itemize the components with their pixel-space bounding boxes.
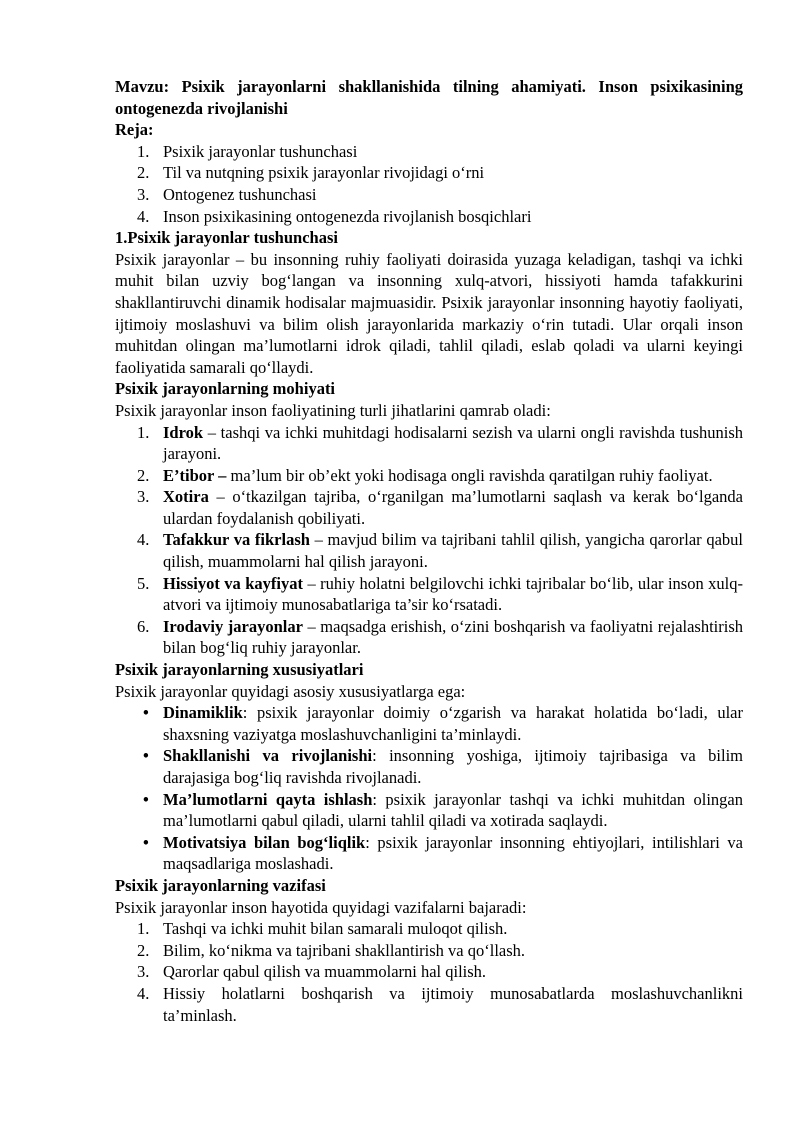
- essence-item: [115, 486, 743, 529]
- essence-intro: Psixik jarayonlar inson faoliyatining turli jihatlarini qamrab oladi:: [115, 400, 551, 420]
- functions-intro: Psixik jarayonlar inson hayotida quyidagi vazifalarni bajaradi:: [115, 897, 527, 917]
- separator: –: [208, 487, 233, 507]
- features-term: Ma’lumotlarni qayta ishlash: [163, 789, 373, 809]
- list-number: 4.: [137, 206, 150, 226]
- functions-list: [115, 918, 743, 1026]
- features-heading: Psixik jarayonlarning xususiyatlari: [115, 660, 364, 680]
- section1-paragraph: Psixik jarayonlar – bu insonning ruhiy faoliyati doirasida yuzaga keladigan, tashqi va ichki muhit bilan uzviy bog‘langan va insonning xulq-atvori, hissiyoti hamda tafakkurini shakllantiruvchi dinamik hodisalar majmuasidir. Psixik jarayonlar insonning hayotiy faoliyati, ijtimoiy moslashuvi va bilim olish jarayonlarida markaziy o‘rin tutadi. Ular orqali inson muhitdan olingan ma’lumotlarni idrok qiladi, tahlil qiladi, eslab qoladi va ularni keyingi faoliyatida samarali qo‘llaydi.: [115, 249, 743, 377]
- features-item: [115, 702, 743, 745]
- list-number: 2.: [137, 163, 150, 183]
- essence-term: E’tibor: [163, 465, 215, 485]
- essence-term: Xotira: [163, 487, 209, 507]
- features-item: [115, 832, 743, 875]
- features-item: [115, 745, 743, 788]
- bullet-icon: •: [143, 703, 149, 723]
- document-page: [115, 76, 743, 1026]
- features-list: [115, 702, 743, 875]
- document-title: Mavzu: Psixik jarayonlarni shakllanishida tilning ahamiyati. Inson psixikasining ontogenezda rivojlanishi: [115, 77, 743, 118]
- essence-item: [115, 573, 743, 616]
- list-number: 6.: [137, 616, 150, 636]
- essence-text: tashqi va ichki muhitdagi hodisalarni sezish va ularni ongli ravishda tushunish jarayoni.: [163, 422, 743, 464]
- separator: :: [372, 789, 386, 809]
- functions-text: Bilim, ko‘nikma va tajribani shakllantirish va qo‘llash.: [163, 940, 526, 960]
- separator: –: [303, 573, 321, 593]
- section1-heading: 1.Psixik jarayonlar tushunchasi: [115, 228, 338, 248]
- list-number: 1.: [137, 141, 150, 161]
- bullet-icon: •: [143, 789, 149, 809]
- bullet-icon: •: [143, 832, 149, 852]
- list-number: 2.: [137, 940, 150, 960]
- essence-heading: Psixik jarayonlarning mohiyati: [115, 379, 336, 399]
- plan-item-text: Inson psixikasining ontogenezda rivojlanish bosqichlari: [163, 206, 532, 226]
- separator: :: [365, 832, 378, 852]
- essence-item: [115, 422, 743, 465]
- plan-heading: Reja:: [115, 120, 154, 140]
- separator: –: [214, 465, 231, 485]
- list-number: 1.: [137, 422, 150, 442]
- essence-term: Tafakkur va fikrlash: [163, 530, 310, 550]
- functions-item: [115, 940, 743, 962]
- essence-text: mavjud bilim va tajribani tahlil qilish, yangicha qarorlar qabul qilish, muammolarni hal qilish jarayoni.: [163, 530, 743, 572]
- features-text: psixik jarayonlar tashqi va ichki muhitdan olingan ma’lumotlarni qabul qiladi, ularni tahlil qiladi va xotirada saqlaydi.: [163, 789, 743, 831]
- separator: :: [372, 746, 390, 766]
- functions-heading: Psixik jarayonlarning vazifasi: [115, 875, 326, 895]
- plan-item: [115, 184, 743, 206]
- functions-item: [115, 983, 743, 1026]
- features-intro: Psixik jarayonlar quyidagi asosiy xususiyatlarga ega:: [115, 681, 466, 701]
- essence-term: Hissiyot va kayfiyat: [163, 573, 303, 593]
- essence-item: [115, 616, 743, 659]
- functions-item: [115, 961, 743, 983]
- plan-list: [115, 141, 743, 227]
- features-text: psixik jarayonlar doimiy o‘zgarish va harakat holatida bo‘ladi, ular shaxsning vaziyatga moslashuvchanligini ta’minlaydi.: [163, 703, 743, 744]
- essence-text: ma’lum bir ob’ekt yoki hodisaga ongli ravishda qaratilgan ruhiy faoliyat.: [230, 465, 713, 485]
- essence-term: Idrok: [163, 422, 204, 442]
- list-number: 2.: [137, 465, 150, 485]
- bullet-icon: •: [143, 746, 149, 766]
- features-text: insonning yoshiga, ijtimoiy tajribasiga va bilim darajasiga bog‘liq ravishda rivojlanadi.: [163, 746, 743, 787]
- plan-item: [115, 206, 743, 228]
- essence-text: ruhiy holatni belgilovchi ichki tajribalar bo‘lib, ular inson xulq-atvori va ijtimoiy munosabatlariga ta’sir ko‘rsatadi.: [163, 573, 744, 615]
- features-item: [115, 789, 743, 832]
- plan-item-text: Ontogenez tushunchasi: [163, 184, 317, 204]
- separator: :: [242, 703, 257, 723]
- list-number: 4.: [137, 983, 150, 1003]
- plan-item: [115, 141, 743, 163]
- separator: –: [203, 422, 221, 442]
- functions-text: Qarorlar qabul qilish va muammolarni hal qilish.: [163, 962, 487, 982]
- separator: –: [302, 616, 321, 636]
- features-text: psixik jarayonlar insonning ehtiyojlari, intilishlari va maqsadlariga moslashadi.: [163, 832, 743, 874]
- essence-item: [115, 529, 743, 572]
- essence-term: Irodaviy jarayonlar: [163, 616, 303, 636]
- functions-text: Tashqi va ichki muhit bilan samarali muloqot qilish.: [163, 919, 508, 939]
- functions-text: Hissiy holatlarni boshqarish va ijtimoiy munosabatlarda moslashuvchanlikni ta’minlash.: [163, 983, 743, 1025]
- essence-list: [115, 422, 743, 660]
- list-number: 3.: [137, 487, 150, 507]
- essence-text: o‘tkazilgan tajriba, o‘rganilgan ma’lumotlarni saqlash va kerak bo‘lganda ulardan foydalanish qobiliyati.: [163, 487, 744, 528]
- separator: –: [309, 530, 328, 550]
- list-number: 3.: [137, 962, 150, 982]
- list-number: 4.: [137, 530, 150, 550]
- list-number: 5.: [137, 573, 150, 593]
- plan-item-text: Til va nutqning psixik jarayonlar rivojidagi o‘rni: [163, 163, 485, 183]
- features-term: Motivatsiya bilan bog‘liqlik: [163, 832, 366, 852]
- plan-item-text: Psixik jarayonlar tushunchasi: [163, 141, 358, 161]
- list-number: 1.: [137, 919, 150, 939]
- essence-text: maqsadga erishish, o‘zini boshqarish va faoliyatni rejalashtirish bilan bog‘liq ruhiy jarayonlar.: [163, 616, 744, 658]
- functions-item: [115, 918, 743, 940]
- essence-item: [115, 465, 743, 487]
- list-number: 3.: [137, 184, 150, 204]
- plan-item: [115, 162, 743, 184]
- features-term: Dinamiklik: [163, 703, 243, 723]
- features-term: Shakllanishi va rivojlanishi: [163, 746, 373, 766]
